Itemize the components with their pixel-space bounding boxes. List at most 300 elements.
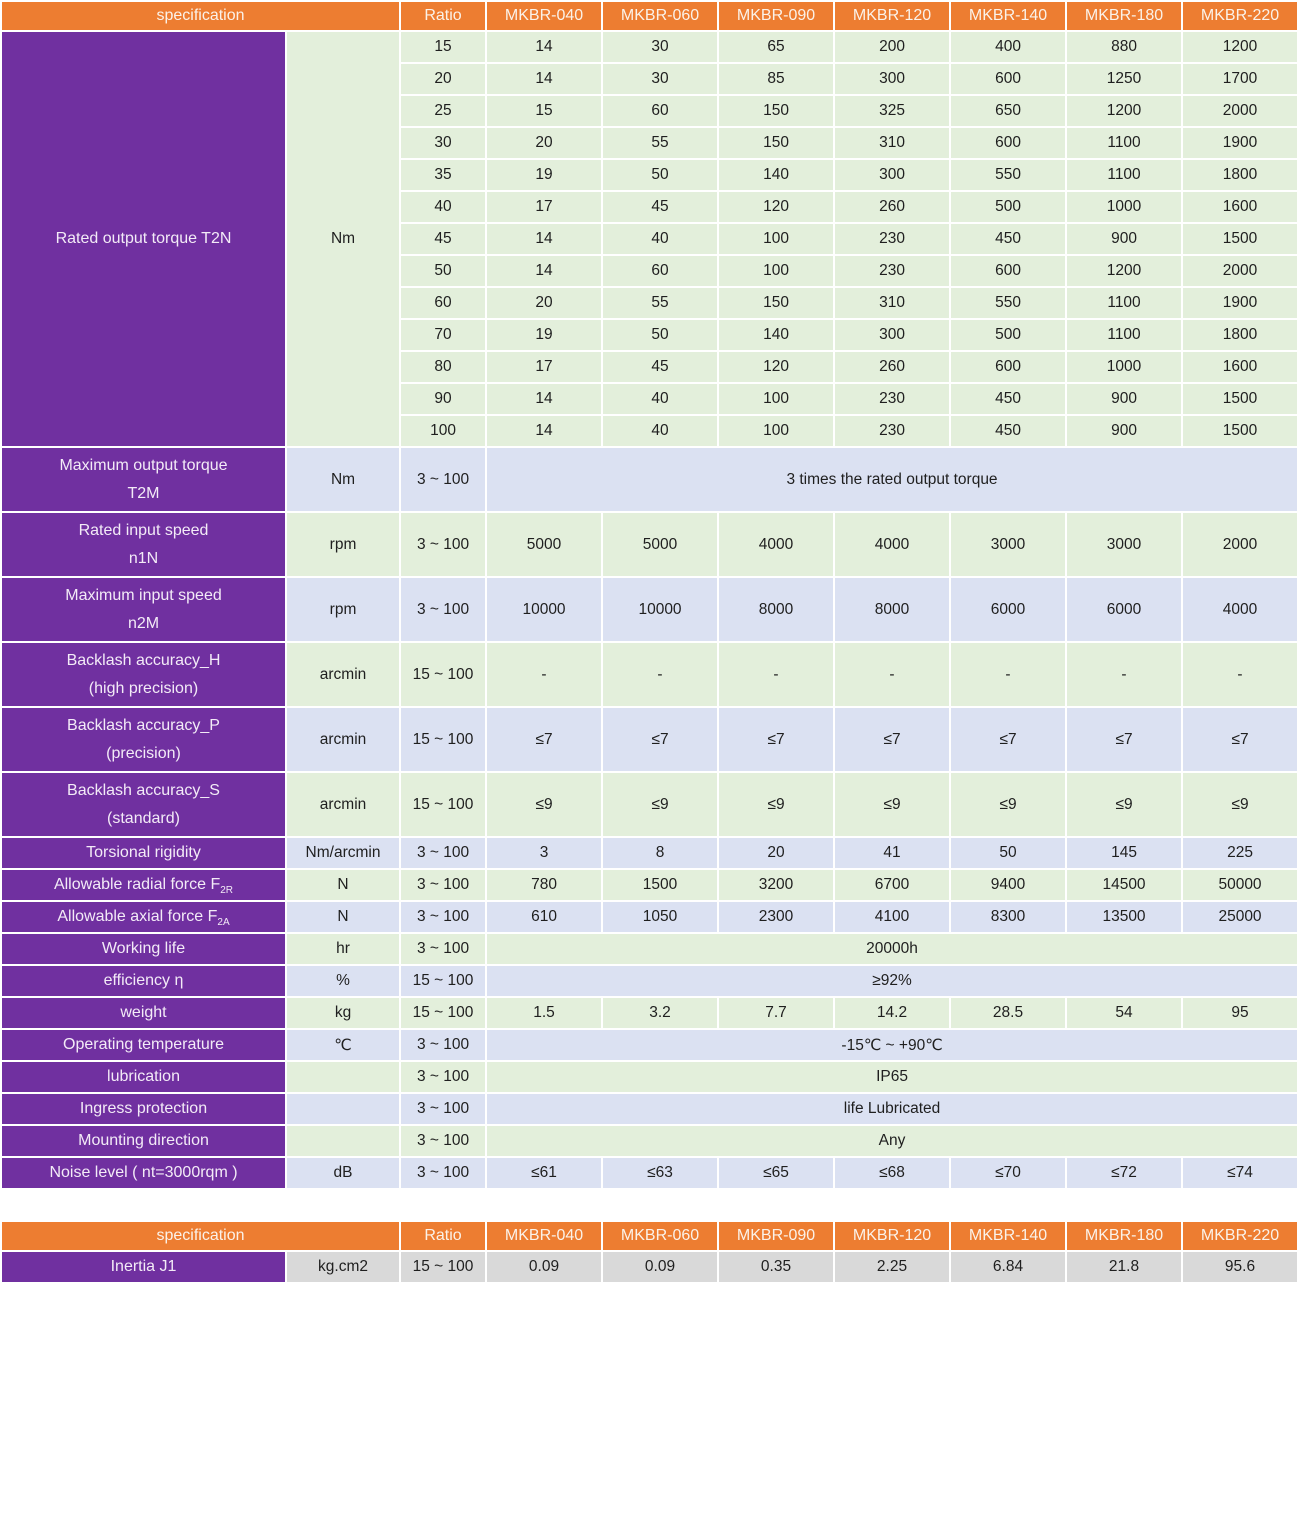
- row-label-subscript: 2R: [220, 885, 234, 897]
- row-label-text: Working life: [101, 940, 186, 957]
- value-cell: ≤61: [487, 1158, 601, 1188]
- row-label-weight: [2, 998, 285, 1028]
- value-cell: 780: [487, 870, 601, 900]
- value-cell: 310: [835, 288, 949, 318]
- value-cell: 20: [719, 838, 833, 868]
- value-cell: 40: [603, 416, 717, 446]
- value-cell: -: [719, 643, 833, 706]
- col-header-ratio: Ratio: [401, 2, 485, 30]
- unit-cell: arcmin: [287, 643, 399, 706]
- value-cell: 2000: [1183, 96, 1297, 126]
- row-label-line: Backlash accuracy_S: [67, 781, 220, 799]
- unit-cell: N: [287, 870, 399, 900]
- unit-cell: kg.cm2: [287, 1252, 399, 1282]
- value-cell: 5000: [487, 513, 601, 576]
- unit-cell: [287, 1126, 399, 1156]
- unit-cell: dB: [287, 1158, 399, 1188]
- ratio-cell: 15 ~ 100: [401, 966, 485, 996]
- value-cell: ≤68: [835, 1158, 949, 1188]
- value-cell: 60: [603, 256, 717, 286]
- value-cell: 200: [835, 32, 949, 62]
- table-row: [2, 1158, 1297, 1188]
- merged-value-cell: Any: [487, 1126, 1297, 1156]
- value-cell: 300: [835, 64, 949, 94]
- value-cell: 50: [951, 838, 1065, 868]
- value-cell: 6700: [835, 870, 949, 900]
- row-label-noise-level-nt-3000rqm: [2, 1158, 285, 1188]
- value-cell: 1500: [603, 870, 717, 900]
- value-cell: 325: [835, 96, 949, 126]
- table-row: [2, 513, 1297, 576]
- value-cell: 1500: [1183, 416, 1297, 446]
- table-row: [2, 448, 1297, 511]
- col-header-mkbr-120: MKBR-120: [835, 1222, 949, 1250]
- value-cell: 45: [603, 352, 717, 382]
- value-cell: 3000: [951, 513, 1065, 576]
- value-cell: ≤9: [1183, 773, 1297, 836]
- ratio-cell: 80: [401, 352, 485, 382]
- value-cell: ≤74: [1183, 1158, 1297, 1188]
- value-cell: 230: [835, 416, 949, 446]
- row-label-operating-temperature: [2, 1030, 285, 1060]
- value-cell: 0.09: [603, 1252, 717, 1282]
- value-cell: 14: [487, 64, 601, 94]
- value-cell: 1500: [1183, 224, 1297, 254]
- value-cell: 230: [835, 384, 949, 414]
- row-label-rated-output-torque-t2n: Rated output torque T2N: [2, 32, 285, 446]
- merged-value-cell: life Lubricated: [487, 1094, 1297, 1124]
- table-row: [2, 32, 1297, 62]
- ratio-cell: 3 ~ 100: [401, 1030, 485, 1060]
- value-cell: 500: [951, 320, 1065, 350]
- value-cell: 14500: [1067, 870, 1181, 900]
- value-cell: 40: [603, 384, 717, 414]
- col-header-specification: specification: [2, 1222, 399, 1250]
- value-cell: 54: [1067, 998, 1181, 1028]
- row-label-line: n1N: [128, 549, 159, 567]
- value-cell: ≤9: [487, 773, 601, 836]
- col-header-mkbr-220: MKBR-220: [1183, 1222, 1297, 1250]
- table-row: [2, 902, 1297, 932]
- row-label-subscript: 2A: [217, 917, 230, 929]
- col-header-mkbr-140: MKBR-140: [951, 1222, 1065, 1250]
- value-cell: 4000: [719, 513, 833, 576]
- value-cell: 300: [835, 160, 949, 190]
- ratio-cell: 25: [401, 96, 485, 126]
- col-header-mkbr-090: MKBR-090: [719, 2, 833, 30]
- value-cell: 140: [719, 320, 833, 350]
- value-cell: 30: [603, 64, 717, 94]
- value-cell: 14: [487, 416, 601, 446]
- value-cell: 140: [719, 160, 833, 190]
- value-cell: 1050: [603, 902, 717, 932]
- value-cell: 1200: [1067, 256, 1181, 286]
- ratio-cell: 3 ~ 100: [401, 902, 485, 932]
- row-label-line: Backlash accuracy_P: [67, 716, 220, 734]
- value-cell: 450: [951, 384, 1065, 414]
- table-row: [2, 708, 1297, 771]
- table-row: [2, 998, 1297, 1028]
- unit-cell: rpm: [287, 578, 399, 641]
- value-cell: 17: [487, 352, 601, 382]
- value-cell: 0.35: [719, 1252, 833, 1282]
- value-cell: -: [1183, 643, 1297, 706]
- value-cell: ≤65: [719, 1158, 833, 1188]
- merged-value-cell: ≥92%: [487, 966, 1297, 996]
- value-cell: 0.09: [487, 1252, 601, 1282]
- value-cell: 20: [487, 128, 601, 158]
- value-cell: 300: [835, 320, 949, 350]
- column-header-row: [2, 2, 1297, 30]
- ratio-cell: 15: [401, 32, 485, 62]
- col-header-mkbr-180: MKBR-180: [1067, 2, 1181, 30]
- ratio-cell: 3 ~ 100: [401, 513, 485, 576]
- value-cell: ≤7: [487, 708, 601, 771]
- ratio-cell: 70: [401, 320, 485, 350]
- value-cell: 4000: [835, 513, 949, 576]
- value-cell: -: [603, 643, 717, 706]
- value-cell: 100: [719, 416, 833, 446]
- value-cell: 1900: [1183, 128, 1297, 158]
- value-cell: 5000: [603, 513, 717, 576]
- table-row: [2, 870, 1297, 900]
- col-header-mkbr-140: MKBR-140: [951, 2, 1065, 30]
- value-cell: 120: [719, 352, 833, 382]
- value-cell: 145: [1067, 838, 1181, 868]
- unit-cell: hr: [287, 934, 399, 964]
- value-cell: 8000: [835, 578, 949, 641]
- value-cell: 20: [487, 288, 601, 318]
- value-cell: ≤7: [1183, 708, 1297, 771]
- value-cell: 3200: [719, 870, 833, 900]
- ratio-cell: 3 ~ 100: [401, 1158, 485, 1188]
- value-cell: 55: [603, 288, 717, 318]
- col-header-ratio: Ratio: [401, 1222, 485, 1250]
- ratio-cell: 60: [401, 288, 485, 318]
- value-cell: 1100: [1067, 320, 1181, 350]
- row-label-line: Maximum output torque: [59, 456, 228, 474]
- table-row: [2, 1030, 1297, 1060]
- value-cell: 55: [603, 128, 717, 158]
- row-label-backlash-accuracy-s: [2, 773, 285, 836]
- value-cell: 1100: [1067, 128, 1181, 158]
- merged-value-cell: 3 times the rated output torque: [487, 448, 1297, 511]
- value-cell: -: [487, 643, 601, 706]
- table-row: [2, 773, 1297, 836]
- value-cell: 225: [1183, 838, 1297, 868]
- row-label-text: Noise level ( nt=3000rqm ): [49, 1164, 238, 1181]
- row-label-lubrication: [2, 1062, 285, 1092]
- value-cell: 500: [951, 192, 1065, 222]
- value-cell: 1500: [1183, 384, 1297, 414]
- value-cell: 1100: [1067, 288, 1181, 318]
- row-label-text: Allowable radial force F: [53, 876, 221, 893]
- value-cell: 50: [603, 160, 717, 190]
- ratio-cell: 45: [401, 224, 485, 254]
- ratio-cell: 90: [401, 384, 485, 414]
- unit-cell: %: [287, 966, 399, 996]
- row-label-rated-input-speed: [2, 513, 285, 576]
- value-cell: 14: [487, 384, 601, 414]
- row-label-text: Allowable axial force F: [57, 908, 218, 925]
- ratio-cell: 35: [401, 160, 485, 190]
- value-cell: 2000: [1183, 256, 1297, 286]
- value-cell: 6000: [1067, 578, 1181, 641]
- value-cell: 1600: [1183, 352, 1297, 382]
- value-cell: 8: [603, 838, 717, 868]
- value-cell: 45: [603, 192, 717, 222]
- ratio-cell: 3 ~ 100: [401, 578, 485, 641]
- value-cell: 2300: [719, 902, 833, 932]
- ratio-cell: 15 ~ 100: [401, 643, 485, 706]
- value-cell: 150: [719, 288, 833, 318]
- value-cell: 21.8: [1067, 1252, 1181, 1282]
- value-cell: 610: [487, 902, 601, 932]
- value-cell: 1900: [1183, 288, 1297, 318]
- value-cell: ≤9: [1067, 773, 1181, 836]
- value-cell: ≤9: [835, 773, 949, 836]
- unit-cell: Nm: [287, 448, 399, 511]
- row-label-line: Maximum input speed: [65, 586, 222, 604]
- value-cell: 400: [951, 32, 1065, 62]
- value-cell: 1700: [1183, 64, 1297, 94]
- merged-value-cell: 20000h: [487, 934, 1297, 964]
- ratio-cell: 40: [401, 192, 485, 222]
- row-label-backlash-accuracy-h: [2, 643, 285, 706]
- ratio-cell: 30: [401, 128, 485, 158]
- value-cell: 1200: [1067, 96, 1181, 126]
- row-label-text: Torsional rigidity: [86, 844, 201, 861]
- row-label-line: (precision): [106, 744, 181, 762]
- column-header-row: [2, 1222, 1297, 1250]
- value-cell: ≤63: [603, 1158, 717, 1188]
- table-row: [2, 1126, 1297, 1156]
- value-cell: 28.5: [951, 998, 1065, 1028]
- value-cell: 3: [487, 838, 601, 868]
- value-cell: ≤9: [951, 773, 1065, 836]
- row-label-text: Ingress protection: [79, 1100, 208, 1117]
- value-cell: 450: [951, 224, 1065, 254]
- value-cell: 1.5: [487, 998, 601, 1028]
- row-label-allowable-axial-force-f: [2, 902, 285, 932]
- row-label-efficiency: [2, 966, 285, 996]
- table-row: [2, 838, 1297, 868]
- value-cell: 230: [835, 224, 949, 254]
- value-cell: 65: [719, 32, 833, 62]
- value-cell: -: [835, 643, 949, 706]
- inertia-table: [0, 1220, 1299, 1284]
- row-label-text: efficiency η: [103, 972, 184, 989]
- value-cell: 600: [951, 352, 1065, 382]
- value-cell: ≤7: [719, 708, 833, 771]
- ratio-cell: 3 ~ 100: [401, 870, 485, 900]
- row-label-inertia-j1: Inertia J1: [2, 1252, 285, 1282]
- value-cell: 1800: [1183, 320, 1297, 350]
- value-cell: -: [1067, 643, 1181, 706]
- row-label-maximum-output-torque: [2, 448, 285, 511]
- merged-value-cell: -15℃ ~ +90℃: [487, 1030, 1297, 1060]
- value-cell: 600: [951, 256, 1065, 286]
- value-cell: 900: [1067, 416, 1181, 446]
- ratio-cell: 3 ~ 100: [401, 838, 485, 868]
- col-header-mkbr-060: MKBR-060: [603, 2, 717, 30]
- value-cell: 60: [603, 96, 717, 126]
- ratio-cell: 100: [401, 416, 485, 446]
- value-cell: 6.84: [951, 1252, 1065, 1282]
- value-cell: 85: [719, 64, 833, 94]
- table-row: [2, 934, 1297, 964]
- value-cell: 50: [603, 320, 717, 350]
- value-cell: 13500: [1067, 902, 1181, 932]
- value-cell: 310: [835, 128, 949, 158]
- unit-cell: ℃: [287, 1030, 399, 1060]
- table-row: [2, 1094, 1297, 1124]
- unit-cell: [287, 1062, 399, 1092]
- row-label-maximum-input-speed: [2, 578, 285, 641]
- table-row: [2, 1062, 1297, 1092]
- unit-cell: N: [287, 902, 399, 932]
- value-cell: 120: [719, 192, 833, 222]
- value-cell: 3.2: [603, 998, 717, 1028]
- value-cell: 95: [1183, 998, 1297, 1028]
- row-label-torsional-rigidity: [2, 838, 285, 868]
- value-cell: 880: [1067, 32, 1181, 62]
- value-cell: 2.25: [835, 1252, 949, 1282]
- value-cell: 15: [487, 96, 601, 126]
- ratio-cell: 15 ~ 100: [401, 1252, 485, 1282]
- unit-cell: Nm: [287, 32, 399, 446]
- row-label-line: n2M: [127, 614, 160, 632]
- value-cell: 150: [719, 96, 833, 126]
- value-cell: 900: [1067, 224, 1181, 254]
- value-cell: 900: [1067, 384, 1181, 414]
- value-cell: 30: [603, 32, 717, 62]
- ratio-cell: 3 ~ 100: [401, 1094, 485, 1124]
- value-cell: 600: [951, 64, 1065, 94]
- unit-cell: arcmin: [287, 708, 399, 771]
- value-cell: 95.6: [1183, 1252, 1297, 1282]
- ratio-cell: 15 ~ 100: [401, 998, 485, 1028]
- value-cell: 50000: [1183, 870, 1297, 900]
- col-header-mkbr-220: MKBR-220: [1183, 2, 1297, 30]
- value-cell: ≤70: [951, 1158, 1065, 1188]
- value-cell: 1000: [1067, 192, 1181, 222]
- value-cell: 230: [835, 256, 949, 286]
- row-label-line: (high precision): [88, 679, 199, 697]
- value-cell: 1200: [1183, 32, 1297, 62]
- row-label-allowable-radial-force-f: [2, 870, 285, 900]
- value-cell: 100: [719, 224, 833, 254]
- value-cell: -: [951, 643, 1065, 706]
- value-cell: 1000: [1067, 352, 1181, 382]
- ratio-cell: 3 ~ 100: [401, 934, 485, 964]
- table-row: [2, 643, 1297, 706]
- value-cell: 450: [951, 416, 1065, 446]
- value-cell: 1600: [1183, 192, 1297, 222]
- col-header-mkbr-060: MKBR-060: [603, 1222, 717, 1250]
- row-label-mounting-direction: [2, 1126, 285, 1156]
- value-cell: 8000: [719, 578, 833, 641]
- value-cell: 150: [719, 128, 833, 158]
- value-cell: ≤9: [603, 773, 717, 836]
- row-label-line: Rated input speed: [78, 521, 209, 539]
- value-cell: 600: [951, 128, 1065, 158]
- value-cell: 19: [487, 320, 601, 350]
- col-header-specification: specification: [2, 2, 399, 30]
- row-label-line: (standard): [107, 809, 180, 827]
- value-cell: ≤7: [951, 708, 1065, 771]
- unit-cell: [287, 1094, 399, 1124]
- value-cell: 14: [487, 32, 601, 62]
- table-row: [2, 966, 1297, 996]
- value-cell: ≤9: [719, 773, 833, 836]
- value-cell: 650: [951, 96, 1065, 126]
- value-cell: 1800: [1183, 160, 1297, 190]
- table-row: [2, 1252, 1297, 1282]
- value-cell: 260: [835, 352, 949, 382]
- value-cell: ≤72: [1067, 1158, 1181, 1188]
- col-header-mkbr-040: MKBR-040: [487, 1222, 601, 1250]
- value-cell: 550: [951, 288, 1065, 318]
- value-cell: 6000: [951, 578, 1065, 641]
- value-cell: 3000: [1067, 513, 1181, 576]
- col-header-mkbr-040: MKBR-040: [487, 2, 601, 30]
- value-cell: ≤7: [603, 708, 717, 771]
- unit-cell: kg: [287, 998, 399, 1028]
- table-row: [2, 578, 1297, 641]
- value-cell: 14.2: [835, 998, 949, 1028]
- ratio-cell: 3 ~ 100: [401, 1126, 485, 1156]
- value-cell: 40: [603, 224, 717, 254]
- value-cell: 9400: [951, 870, 1065, 900]
- value-cell: 8300: [951, 902, 1065, 932]
- row-label-text: Mounting direction: [78, 1132, 209, 1149]
- value-cell: 7.7: [719, 998, 833, 1028]
- row-label-line: Backlash accuracy_H: [66, 651, 221, 669]
- ratio-cell: 3 ~ 100: [401, 1062, 485, 1092]
- unit-cell: Nm/arcmin: [287, 838, 399, 868]
- value-cell: 4000: [1183, 578, 1297, 641]
- ratio-cell: 15 ~ 100: [401, 773, 485, 836]
- value-cell: 2000: [1183, 513, 1297, 576]
- unit-cell: arcmin: [287, 773, 399, 836]
- col-header-mkbr-090: MKBR-090: [719, 1222, 833, 1250]
- tables-spacer: [0, 1190, 1299, 1220]
- value-cell: 4100: [835, 902, 949, 932]
- row-label-working-life: [2, 934, 285, 964]
- value-cell: 1250: [1067, 64, 1181, 94]
- col-header-mkbr-120: MKBR-120: [835, 2, 949, 30]
- merged-value-cell: IP65: [487, 1062, 1297, 1092]
- row-label-backlash-accuracy-p: [2, 708, 285, 771]
- value-cell: 19: [487, 160, 601, 190]
- row-label-text: weight: [120, 1004, 167, 1021]
- value-cell: ≤7: [1067, 708, 1181, 771]
- value-cell: 10000: [487, 578, 601, 641]
- value-cell: 1100: [1067, 160, 1181, 190]
- ratio-cell: 50: [401, 256, 485, 286]
- value-cell: 550: [951, 160, 1065, 190]
- value-cell: 14: [487, 224, 601, 254]
- value-cell: ≤7: [835, 708, 949, 771]
- col-header-mkbr-180: MKBR-180: [1067, 1222, 1181, 1250]
- ratio-cell: 15 ~ 100: [401, 708, 485, 771]
- row-label-text: lubrication: [107, 1068, 180, 1085]
- ratio-cell: 20: [401, 64, 485, 94]
- row-label-text: Operating temperature: [63, 1036, 224, 1053]
- value-cell: 100: [719, 384, 833, 414]
- unit-cell: rpm: [287, 513, 399, 576]
